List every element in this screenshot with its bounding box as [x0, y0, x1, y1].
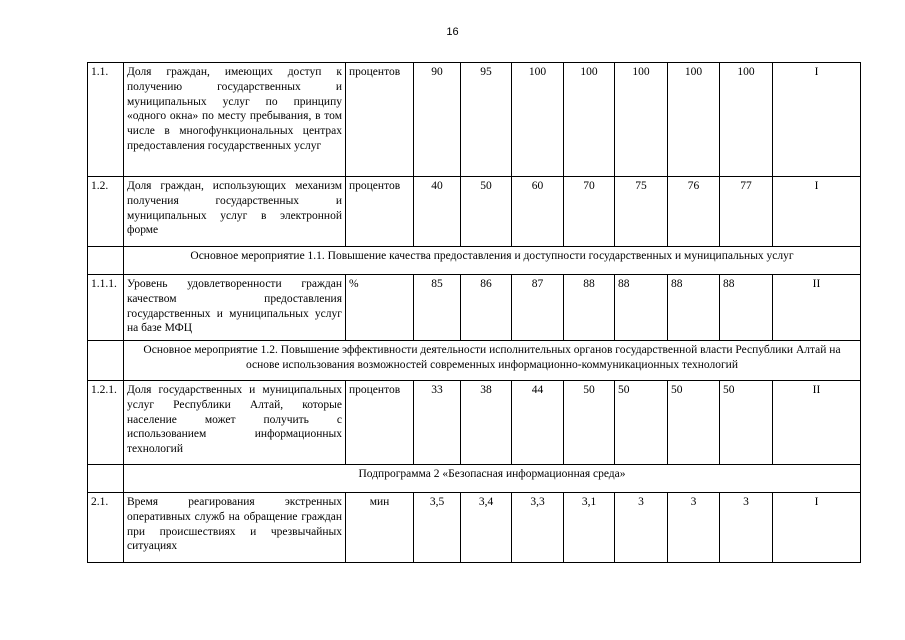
value-cell: 3,1	[564, 493, 615, 563]
value-cell: 3	[615, 493, 668, 563]
value-cell: 3,3	[512, 493, 564, 563]
section-row	[88, 341, 861, 381]
empty-cell	[88, 341, 124, 381]
value-cell: 100	[615, 63, 668, 177]
category-cell: II	[773, 275, 861, 341]
value-cell: 100	[512, 63, 564, 177]
value-cell: 76	[668, 177, 720, 247]
value-cell: 70	[564, 177, 615, 247]
subprogram-heading: Подпрограмма 2 «Безопасная информационная среда»	[124, 465, 861, 493]
value-cell: 3	[668, 493, 720, 563]
value-cell: 50	[461, 177, 512, 247]
category-cell: I	[773, 63, 861, 177]
value-cell: 88	[615, 275, 668, 341]
value-cell: 40	[414, 177, 461, 247]
section-heading: Основное мероприятие 1.2. Повышение эффективности деятельности исполнительных органов государственной власти Республики Алтай на основе использования возможностей современных информационно-коммуникационных технологий	[124, 341, 861, 381]
unit-cell: мин	[346, 493, 414, 563]
category-cell: I	[773, 493, 861, 563]
value-cell: 88	[564, 275, 615, 341]
indicator-name: Доля граждан, использующих механизм получения государственных и муниципальных услуг в электронной форме	[124, 177, 346, 247]
value-cell: 86	[461, 275, 512, 341]
value-cell: 77	[720, 177, 773, 247]
table-row	[88, 275, 861, 341]
value-cell: 50	[615, 381, 668, 465]
indicator-name: Доля граждан, имеющих доступ к получению государственных и муниципальных услуг по принципу «одного окна» по месту пребывания, в том числе в многофункциональных центрах предоставления государственных услуг	[124, 63, 346, 177]
unit-cell: процентов	[346, 381, 414, 465]
value-cell: 75	[615, 177, 668, 247]
row-number: 1.2.1.	[88, 381, 124, 465]
table-row	[88, 493, 861, 563]
indicator-name: Время реагирования экстренных оперативных служб на обращение граждан при происшествиях и чрезвычайных ситуациях	[124, 493, 346, 563]
indicator-name: Уровень удовлетворенности граждан качеством предоставления государственных и муниципальных услуг на базе МФЦ	[124, 275, 346, 341]
section-row	[88, 247, 861, 275]
table-row	[88, 177, 861, 247]
row-number: 1.2.	[88, 177, 124, 247]
page-number: 16	[446, 26, 459, 38]
value-cell: 100	[720, 63, 773, 177]
value-cell: 3,4	[461, 493, 512, 563]
value-cell: 50	[720, 381, 773, 465]
value-cell: 3,5	[414, 493, 461, 563]
value-cell: 85	[414, 275, 461, 341]
category-cell: I	[773, 177, 861, 247]
empty-cell	[88, 247, 124, 275]
section-row	[88, 465, 861, 493]
value-cell: 88	[668, 275, 720, 341]
value-cell: 100	[668, 63, 720, 177]
value-cell: 60	[512, 177, 564, 247]
value-cell: 50	[564, 381, 615, 465]
value-cell: 50	[668, 381, 720, 465]
category-cell: II	[773, 381, 861, 465]
unit-cell: процентов	[346, 177, 414, 247]
row-number: 1.1.	[88, 63, 124, 177]
value-cell: 87	[512, 275, 564, 341]
section-heading: Основное мероприятие 1.1. Повышение качества предоставления и доступности государственных и муниципальных услуг	[124, 247, 861, 275]
value-cell: 90	[414, 63, 461, 177]
value-cell: 95	[461, 63, 512, 177]
value-cell: 38	[461, 381, 512, 465]
table-row	[88, 381, 861, 465]
value-cell: 88	[720, 275, 773, 341]
empty-cell	[88, 465, 124, 493]
value-cell: 3	[720, 493, 773, 563]
unit-cell: %	[346, 275, 414, 341]
indicators-table	[87, 62, 861, 563]
value-cell: 33	[414, 381, 461, 465]
table-row	[88, 63, 861, 177]
unit-cell: процентов	[346, 63, 414, 177]
value-cell: 44	[512, 381, 564, 465]
row-number: 2.1.	[88, 493, 124, 563]
row-number: 1.1.1.	[88, 275, 124, 341]
indicator-name: Доля государственных и муниципальных услуг Республики Алтай, которые население может получить с использованием информационных технологий	[124, 381, 346, 465]
value-cell: 100	[564, 63, 615, 177]
